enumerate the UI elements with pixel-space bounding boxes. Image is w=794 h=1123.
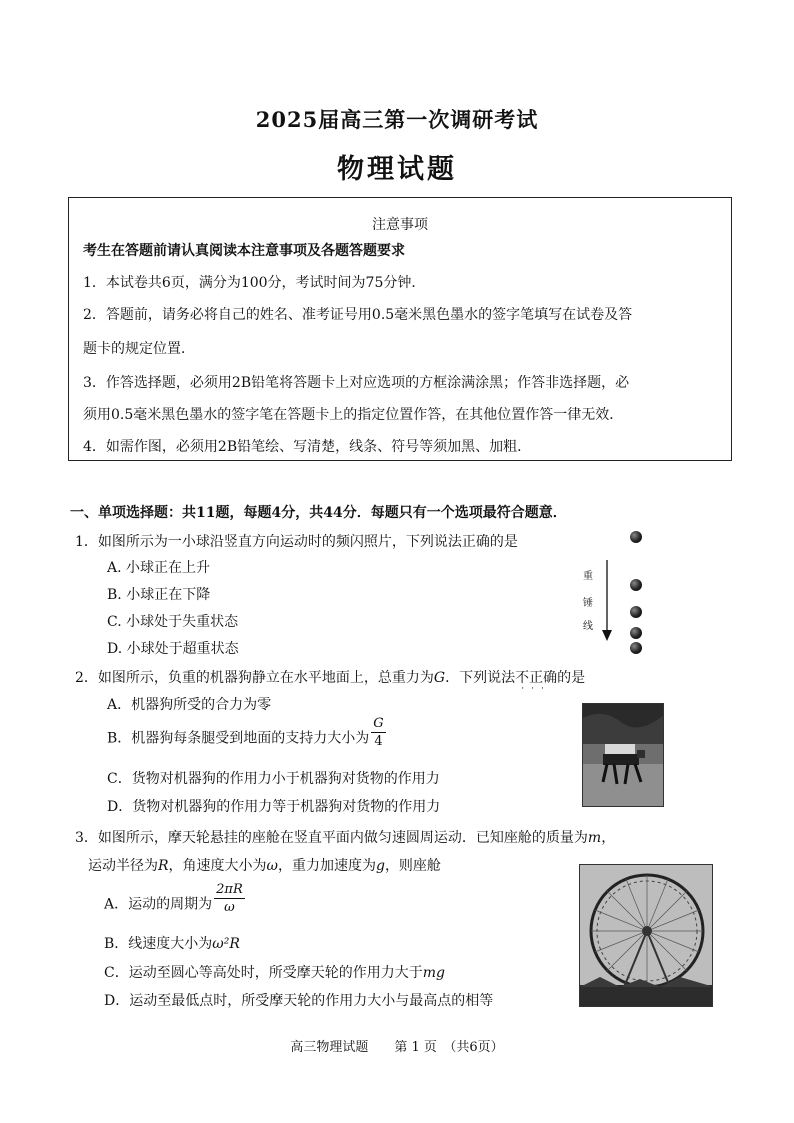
q3-option-d: D．运动至最低点时，所受摩天轮的作用力大小与最高点的相等 — [104, 993, 494, 1009]
plumb-label-2: 锤 — [583, 598, 593, 609]
q1-option-d: D. 小球处于超重状态 — [107, 641, 239, 657]
notice-item-3: 3．作答选择题，必须用2B铅笔将答题卡上对应选项的方框涂满涂黑；作答非选择题，必 — [83, 375, 630, 391]
plumb-label-3: 线 — [583, 621, 593, 632]
ball-4 — [630, 627, 642, 639]
notice-intro: 考生在答题前请认真阅读本注意事项及各题答题要求 — [83, 243, 405, 259]
ball-2 — [630, 579, 642, 591]
q2-option-d: D．货物对机器狗的作用力等于机器狗对货物的作用力 — [107, 799, 441, 815]
notice-item-3-cont: 须用0.5毫米黑色墨水的签字笔在答题卡上的指定位置作答，在其他位置作答一律无效． — [83, 407, 624, 423]
q1-stem: 1．如图所示为一小球沿竖直方向运动时的频闪照片，下列说法正确的是 — [75, 534, 518, 550]
notice-heading: 注意事项 — [372, 217, 428, 233]
q2-option-b: B．机器狗每条腿受到地面的支持力大小为 $\frac{G}{4}$ — [107, 716, 384, 749]
plumb-label-1: 重 — [583, 571, 593, 582]
q3-option-b: B．线速度大小为ω²R — [104, 936, 240, 952]
q2-option-c: C．货物对机器狗的作用力小于机器狗对货物的作用力 — [107, 771, 440, 787]
notice-item-2-cont: 题卡的规定位置． — [83, 341, 195, 357]
q1-option-b: B. 小球正在下降 — [107, 587, 211, 603]
q2-option-a: A．机器狗所受的合力为零 — [107, 697, 272, 713]
section-heading: 一、单项选择题：共11题，每题4分，共44分．每题只有一个选项最符合题意． — [70, 505, 567, 521]
exam-subject: 物理试题 — [337, 154, 457, 185]
robot-dog-photo — [582, 703, 664, 807]
q3-stem-line2: 运动半径为R，角速度大小为ω，重力加速度为g，则座舱 — [88, 858, 441, 874]
q1-option-c: C. 小球处于失重状态 — [107, 614, 239, 630]
notice-box — [68, 197, 732, 461]
exam-title: 2025届高三第一次调研考试 — [255, 107, 539, 132]
notice-item-2: 2．答题前，请务必将自己的姓名、准考证号用0.5毫米黑色墨水的签字笔填写在试卷及答 — [83, 307, 633, 323]
q2-emphasis: 不正确 ··· — [515, 670, 558, 694]
q1-option-a: A. 小球正在上升 — [107, 560, 211, 576]
ball-1 — [630, 531, 642, 543]
ball-5 — [630, 642, 642, 654]
plumb-line-arrow-icon — [600, 560, 614, 642]
q3-option-a: A．运动的周期为 $\frac{2\pi R}{\omega}$ — [104, 882, 243, 915]
ferris-wheel-photo — [579, 864, 713, 1007]
notice-item-4: 4．如需作图，必须用2B铅笔绘、写清楚，线条、符号等须加黑、加粗． — [83, 439, 532, 455]
q3-option-c: C．运动至圆心等高处时，所受摩天轮的作用力大于mg — [104, 965, 445, 981]
ball-3 — [630, 606, 642, 618]
notice-item-1: 1．本试卷共6页，满分为100分，考试时间为75分钟． — [83, 275, 426, 291]
page-footer: 高三物理试题 第 1 页 （共6页） — [290, 1040, 504, 1055]
q3-stem-line1: 3．如图所示，摩天轮悬挂的座舱在竖直平面内做匀速圆周运动．已知座舱的质量为m， — [75, 830, 616, 846]
q2-stem: 2．如图所示，负重的机器狗静立在水平地面上，总重力为G．下列说法不正确 ··· 的是 — [75, 670, 586, 694]
